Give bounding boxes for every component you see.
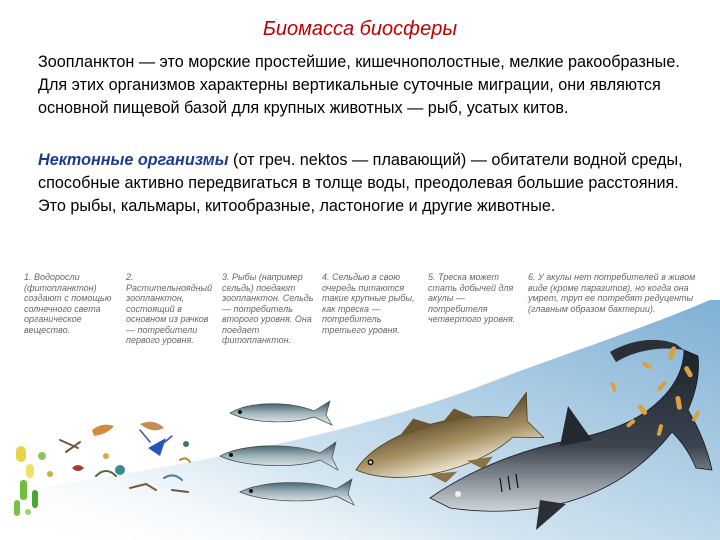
zooplankton-paragraph: Зоопланктон — это морские простейшие, кишечнополостные, мелкие ракообразные. Для этих организмов характерны вертикальные суточные миграции, они являются основной пищевой базой для крупных животных — рыб, усатых китов. bbox=[38, 53, 680, 117]
nekton-term: Нектонные организмы bbox=[38, 151, 229, 169]
food-chain-captions bbox=[24, 272, 714, 392]
step-4-caption: 4. Сельдью в свою очередь питаются такие крупные рыбы, как треска — потребитель третьего уровня. bbox=[322, 272, 415, 335]
page-title: Биомасса биосферы bbox=[262, 18, 458, 40]
nekton-definition: (от греч. nektos — плавающий) — обитатели водной среды, способные активно передвигаться в толще воды, преодолевая большие расстояния. Это рыбы, кальмары, китообразные, ластоногие и другие животные. bbox=[38, 151, 683, 215]
herring-fish bbox=[230, 401, 332, 425]
step-6-caption: 6. У акулы нет потребителей в живом виде (кроме паразитов), но когда она умрет, труп ее потребят редуценты (главным образом бактерии). bbox=[528, 272, 696, 314]
step-5-caption: 5. Треска может стать добычей для акулы — потребителя четвертого уровня. bbox=[428, 272, 516, 324]
step-2-caption: 2. Растительноядный зоопланктон, состоящий в основном из рачков — потребители первого уровня. bbox=[126, 272, 213, 345]
step-3-caption: 3. Рыбы (например сельдь) поедают зоопланктон. Сельдь — потребитель второго уровня. Она поедает фитопланктон. bbox=[222, 272, 314, 345]
step-1-caption: 1. Водоросли (фитопланктон) создают с помощью солнечного света органическое вещество. bbox=[24, 272, 112, 335]
